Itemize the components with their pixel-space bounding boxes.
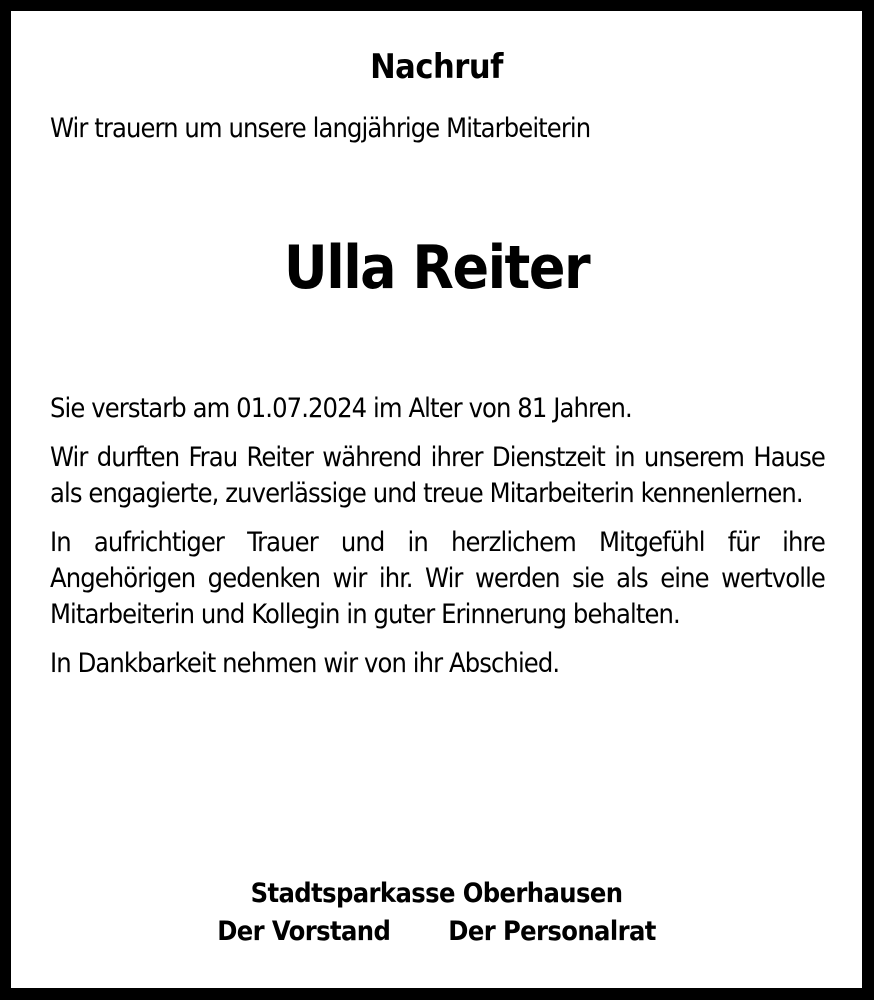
- notice-body: [50, 391, 825, 695]
- signature-organization: Stadtsparkasse Oberhausen: [250, 878, 623, 909]
- signature-block: [11, 875, 862, 951]
- paragraph-condolence: In aufrichtiger Trauer und in herzlichem Mitgefühl für ihre Angehörigen gedenken wir ihr. Wir werden sie als eine wertvolle Mitarbeiterin und Kollegin in guter Erinnerung behalten.: [50, 527, 825, 630]
- notice-heading: Nachruf: [370, 47, 503, 87]
- paragraph-death-date: Sie verstarb am 01.07.2024 im Alter von 81 Jahren.: [50, 393, 632, 424]
- intro-line: Wir trauern um unsere langjährige Mitarbeiterin: [50, 113, 591, 144]
- paragraph-farewell: In Dankbarkeit nehmen wir von ihr Abschied.: [50, 648, 560, 679]
- paragraph-service: Wir durften Frau Reiter während ihrer Dienstzeit in unserem Hause als engagierte, zuverlässige und treue Mitarbeiterin kennenlernen.: [50, 442, 825, 509]
- deceased-name: Ulla Reiter: [283, 233, 590, 303]
- signatories-row: [11, 913, 862, 951]
- signatory-staff-council: Der Personalrat: [448, 916, 656, 947]
- obituary-notice: [11, 11, 862, 988]
- signatory-board: Der Vorstand: [217, 916, 391, 947]
